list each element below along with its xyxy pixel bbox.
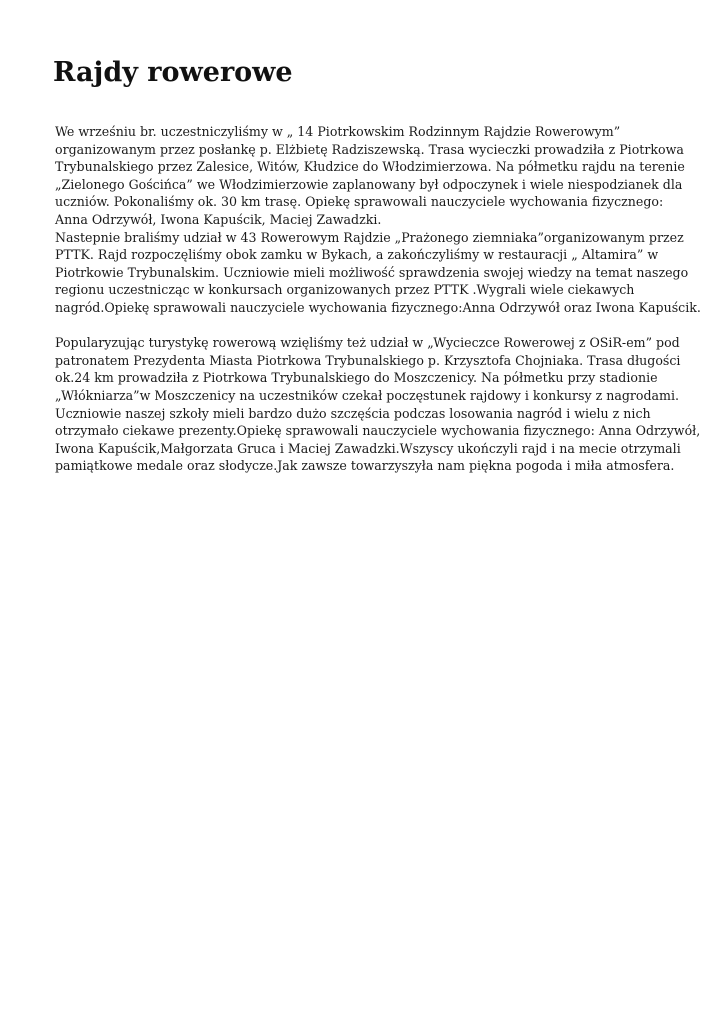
text-line: ok.24 km prowadziła z Piotrkowa Trybunalskiego do Moszczenicy. Na półmetku przy stadionie	[55, 370, 658, 386]
text-line: „Zielonego Gościńca” we Włodzimierzowie zaplanowany był odpoczynek i wiele niespodzianek dla	[55, 176, 683, 192]
text-line: Anna Odrzywół, Iwona Kapuścik, Maciej Zawadzki.	[55, 211, 382, 227]
text-line: regionu uczestnicząc w konkursach organizowanych przez PTTK .Wygrali wiele ciekawych	[55, 282, 635, 298]
article-body	[55, 123, 701, 475]
text-line: PTTK. Rajd rozpoczęliśmy obok zamku w Bykach, a zakończyliśmy w restauracji „ Altamira” w	[55, 247, 659, 263]
paragraph-2	[55, 229, 701, 317]
text-line: Trybunalskiego przez Zalesice, Witów, Kłudzice do Włodzimierzowa. Na półmetku rajdu na terenie	[55, 159, 685, 175]
page-title: Rajdy rowerowe	[53, 57, 293, 88]
text-line: Piotrkowie Trybunalskim. Uczniowie mieli możliwość sprawdzenia swojej wiedzy na temat naszego	[55, 264, 689, 280]
paragraph-1	[55, 123, 695, 229]
text-line: We wrześniu br. uczestniczyliśmy w „ 14 Piotrkowskim Rodzinnym Rajdzie Rowerowym”	[55, 124, 621, 139]
text-line: Nastepnie braliśmy udział w 43 Rowerowym Rajdzie „Prażonego ziemniaka”organizowanym przez	[55, 229, 684, 245]
paragraph-3	[55, 334, 701, 475]
paragraph-spacer	[55, 317, 695, 335]
text-line: Iwona Kapuścik,Małgorzata Gruca i Maciej Zawadzki.Wszyscy ukończyli rajd i na mecie otrzymali	[55, 440, 681, 456]
text-line: „Włókniarza”w Moszczenicy na uczestników czekał poczęstunek rajdowy i konkursy z nagrodami.	[55, 387, 680, 403]
text-line: Uczniowie naszej szkoły mieli bardzo dużo szczęścia podczas losowania nagród i wielu z nich	[55, 405, 651, 421]
text-line: nagród.Opiekę sprawowali nauczyciele wychowania fizycznego:Anna Odrzywół oraz Iwona Kapuścik.	[55, 299, 701, 315]
text-line: organizowanym przez posłankę p. Elżbietę Radziszewską. Trasa wycieczki prowadziła z Piotrkowa	[55, 141, 684, 157]
text-line: pamiątkowe medale oraz słodycze.Jak zawsze towarzyszyła nam piękna pogoda i miła atmosfera.	[55, 458, 675, 474]
text-line: patronatem Prezydenta Miasta Piotrkowa Trybunalskiego p. Krzysztofa Chojniaka. Trasa długości	[55, 352, 681, 368]
text-line: otrzymało ciekawe prezenty.Opiekę sprawowali nauczyciele wychowania fizycznego: Anna Odrzywół,	[55, 423, 701, 439]
text-line: uczniów. Pokonaliśmy ok. 30 km trasę. Opiekę sprawowali nauczyciele wychowania fizycznego:	[55, 194, 664, 210]
text-line: Popularyzując turystykę rowerową wzięliśmy też udział w „Wycieczce Rowerowej z OSiR-em” pod	[55, 335, 680, 351]
